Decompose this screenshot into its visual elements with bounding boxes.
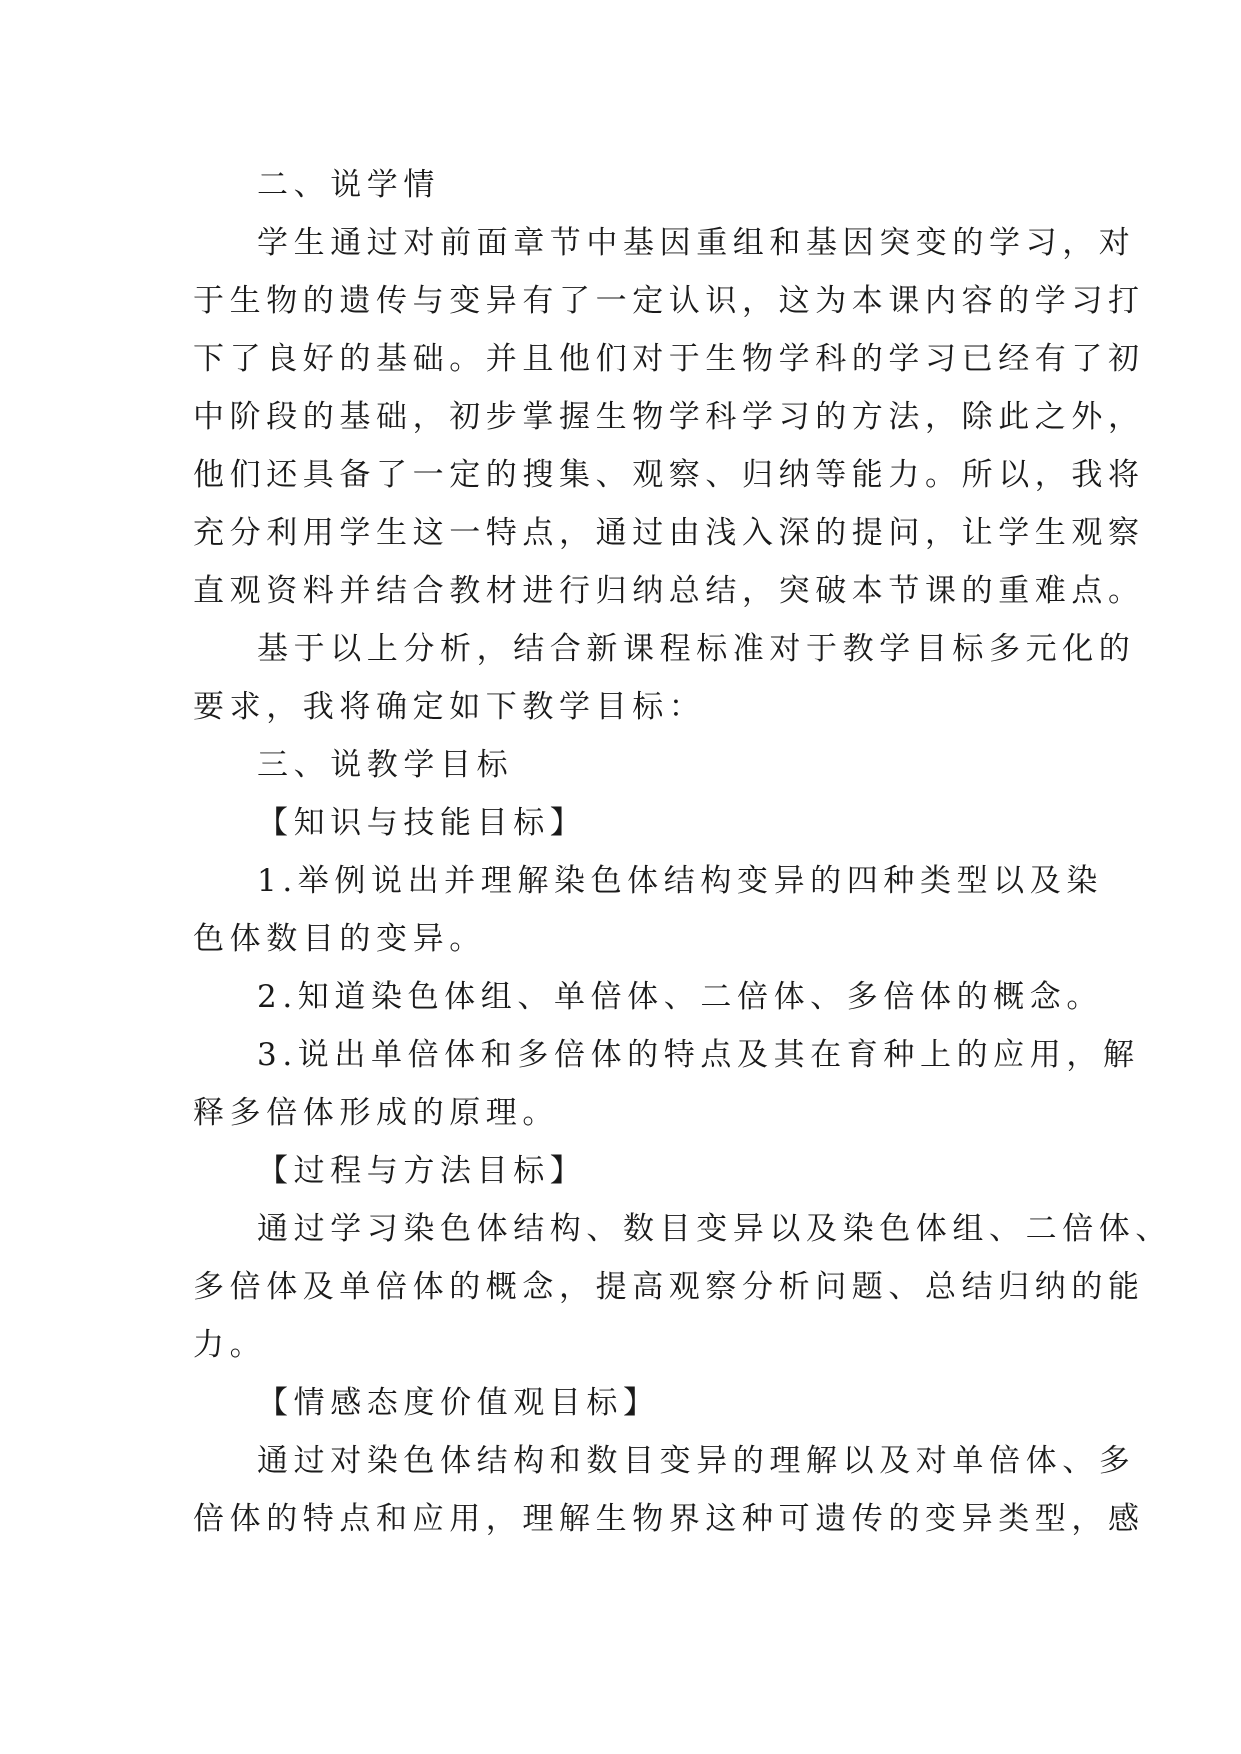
paragraph-line: 倍体的特点和应用，理解生物界这种可遗传的变异类型，感 bbox=[193, 1501, 1145, 1537]
list-item-continuation: 释多倍体形成的原理。 bbox=[193, 1095, 559, 1131]
list-item: 1.举例说出并理解染色体结构变异的四种类型以及染 bbox=[257, 863, 1103, 899]
paragraph-line: 多倍体及单倍体的概念，提高观察分析问题、总结归纳的能 bbox=[193, 1269, 1145, 1305]
paragraph-line: 通过学习染色体结构、数目变异以及染色体组、二倍体、 bbox=[257, 1211, 1172, 1247]
paragraph-line: 下了良好的基础。并且他们对于生物学科的学习已经有了初 bbox=[193, 341, 1145, 377]
paragraph-line: 通过对染色体结构和数目变异的理解以及对单倍体、多 bbox=[257, 1443, 1136, 1479]
subheading-emotion-values: 【情感态度价值观目标】 bbox=[257, 1385, 660, 1421]
paragraph-line: 学生通过对前面章节中基因重组和基因突变的学习，对 bbox=[257, 225, 1136, 261]
subheading-process-methods: 【过程与方法目标】 bbox=[257, 1153, 587, 1189]
paragraph-line: 他们还具备了一定的搜集、观察、归纳等能力。所以，我将 bbox=[193, 457, 1145, 493]
list-item: 2.知道染色体组、单倍体、二倍体、多倍体的概念。 bbox=[257, 979, 1103, 1015]
paragraph-line: 力。 bbox=[193, 1327, 267, 1363]
section-heading-teaching-objectives: 三、说教学目标 bbox=[257, 747, 514, 783]
list-item: 3.说出单倍体和多倍体的特点及其在育种上的应用，解 bbox=[257, 1037, 1140, 1073]
subheading-knowledge-skills: 【知识与技能目标】 bbox=[257, 805, 587, 841]
paragraph-line: 充分利用学生这一特点，通过由浅入深的提问，让学生观察 bbox=[193, 515, 1145, 551]
paragraph-line: 要求，我将确定如下教学目标： bbox=[193, 689, 706, 725]
paragraph-line: 中阶段的基础，初步掌握生物学科学习的方法，除此之外， bbox=[193, 399, 1145, 435]
section-heading-student-analysis: 二、说学情 bbox=[257, 167, 440, 203]
paragraph-line: 于生物的遗传与变异有了一定认识，这为本课内容的学习打 bbox=[193, 283, 1145, 319]
paragraph-line: 直观资料并结合教材进行归纳总结，突破本节课的重难点。 bbox=[193, 573, 1145, 609]
paragraph-line: 基于以上分析，结合新课程标准对于教学目标多元化的 bbox=[257, 631, 1136, 667]
list-item-continuation: 色体数目的变异。 bbox=[193, 921, 486, 957]
